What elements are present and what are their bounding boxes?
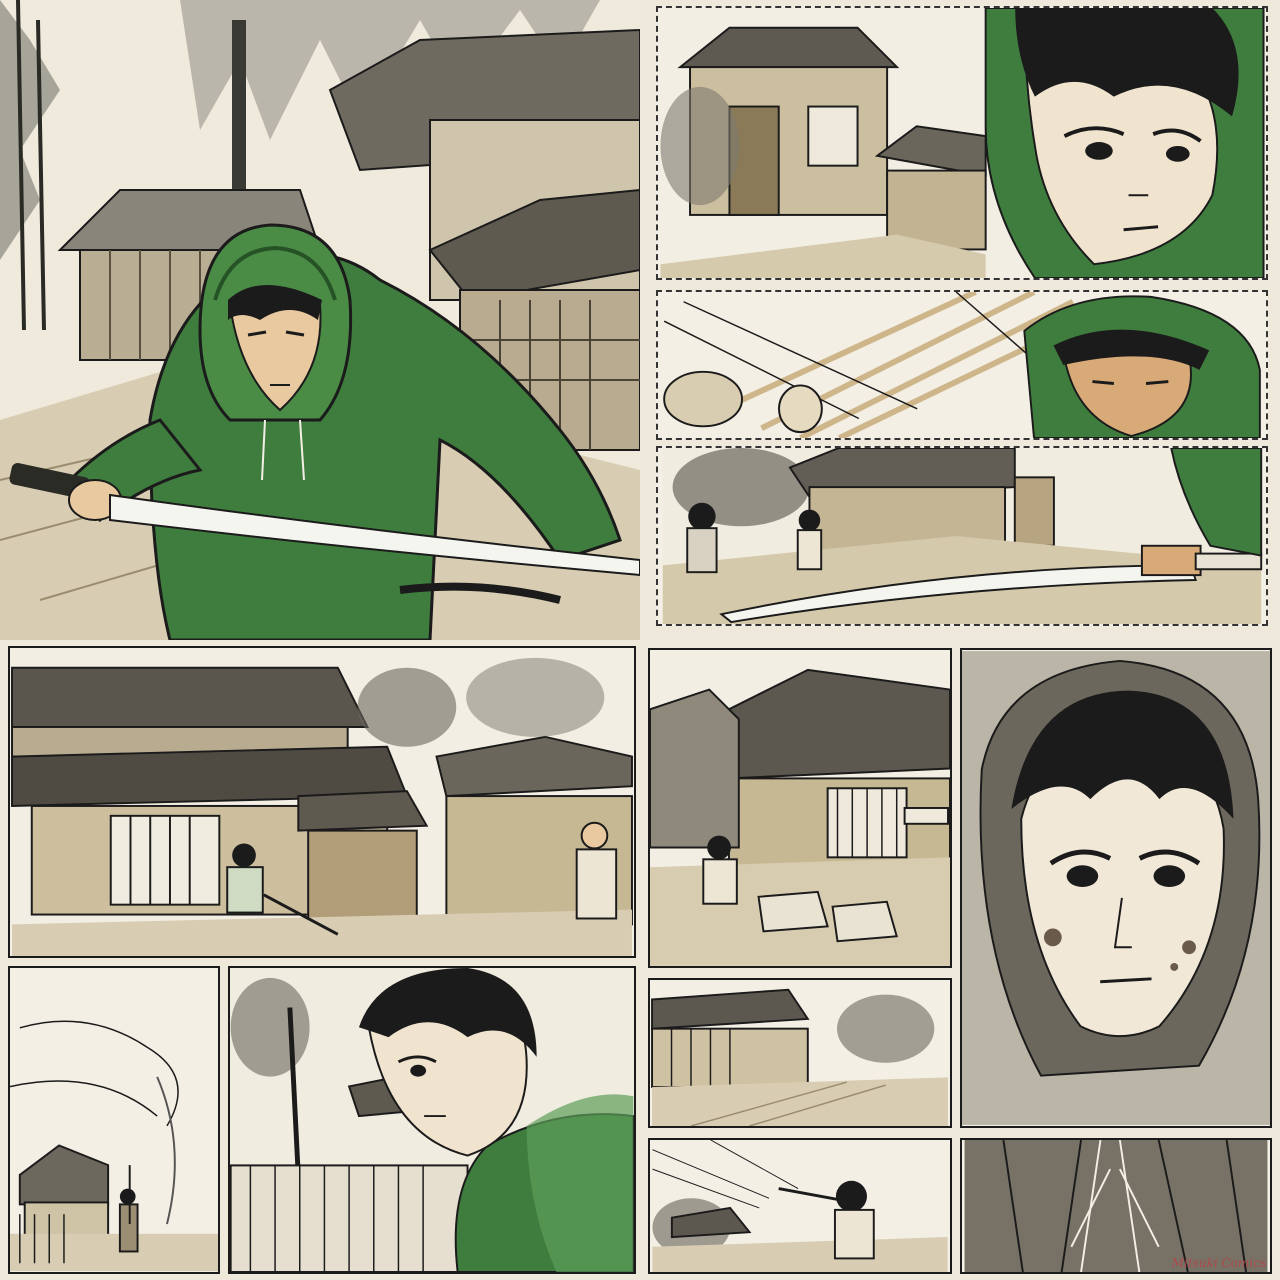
panel-speed-lines <box>656 290 1268 440</box>
sword-scene-illustration <box>658 448 1266 624</box>
quadrant-top-left <box>0 0 640 640</box>
courtyard-illustration <box>650 650 950 966</box>
panel-street <box>648 978 952 1128</box>
quadrant-bottom-right <box>640 640 1280 1280</box>
wooden-houses-illustration <box>10 648 634 956</box>
signature: Mitsuki Comics <box>1171 1256 1266 1270</box>
quadrant-top-right <box>640 0 1280 640</box>
panel-running-swordsman <box>648 1138 952 1274</box>
boy-hoodie-illustration <box>230 968 634 1272</box>
swordsman-illustration <box>0 0 640 640</box>
hood-strings-illustration <box>962 1140 1270 1272</box>
panel-hooded-swordsman <box>0 0 640 640</box>
panel-hood-strings <box>960 1138 1272 1274</box>
panel-village-and-face <box>656 6 1268 280</box>
panel-courtyard <box>648 648 952 968</box>
village-face-illustration <box>658 8 1266 278</box>
panel-wind-scene <box>8 966 220 1274</box>
panel-wooden-houses <box>8 646 636 958</box>
running-swordsman-illustration <box>650 1140 950 1272</box>
panel-boy-green-hoodie <box>228 966 636 1274</box>
panel-sword-scene <box>656 446 1268 626</box>
panel-closeup-face <box>960 648 1272 1128</box>
street-illustration <box>650 980 950 1126</box>
wind-scene-illustration <box>10 968 218 1272</box>
speed-lines-illustration <box>658 292 1266 438</box>
quadrant-bottom-left <box>0 640 640 1280</box>
closeup-face-illustration <box>962 650 1270 1126</box>
